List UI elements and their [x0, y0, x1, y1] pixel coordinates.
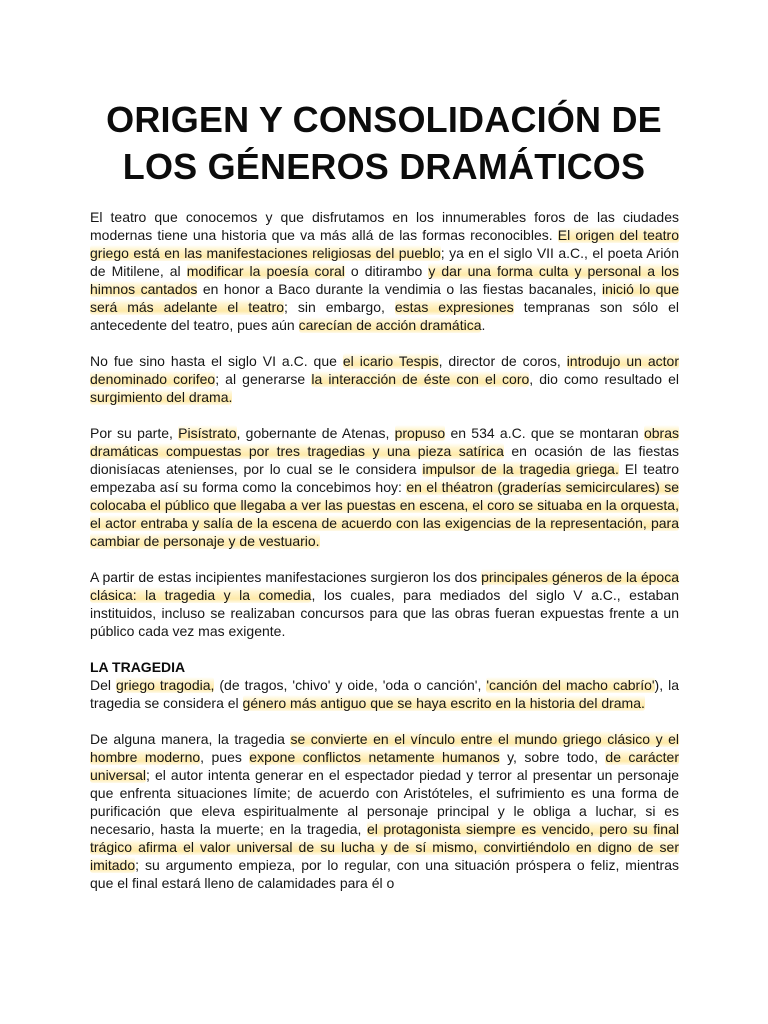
intro-section	[90, 208, 679, 640]
body-text: (de tragos, 'chivo' y oide, 'oda o canción',	[214, 677, 487, 693]
highlighted-text: impulsor de la tragedia griega.	[422, 461, 619, 477]
body-text: ; su argumento empieza, por lo regular, con una situación próspera o feliz, mientras que el final estará lleno de calamidades para él o	[90, 857, 679, 891]
body-text: El teatro empezaba así su forma como la concebimos hoy:	[90, 461, 679, 495]
highlighted-text: griego tragodia,	[116, 677, 215, 693]
highlighted-text: estas expresiones	[394, 299, 514, 315]
tragedia-paragraph-2	[90, 730, 679, 892]
highlighted-text: el icario Tespis	[342, 353, 439, 369]
highlighted-text: en el théatron (graderías semicirculares) se colocaba el público que llegaba a ver las puestas en escena, el coro se situaba en la orquesta, el actor entraba y salía de la escena de acuerdo con las exigencias de la representación, para cambiar de personaje y de vestuario.	[90, 479, 679, 549]
highlighted-text: modificar la poesía coral	[186, 263, 345, 279]
highlighted-text: obras dramáticas compuestas por tres tragedias y una pieza satírica	[90, 425, 679, 459]
body-text: Por su parte,	[90, 425, 179, 441]
body-text: El teatro que conocemos y que disfrutamos en los innumerables foros de las ciudades modernas tiene una historia que va más allá de las formas reconocibles.	[90, 209, 679, 243]
body-text: ; sin embargo,	[284, 299, 395, 315]
document-body	[90, 208, 679, 892]
highlighted-text: el protagonista siempre es vencido, pero su final trágico afirma el valor universal de su lucha y de sí mismo, convirtiéndolo en digno de ser imitado	[90, 821, 679, 873]
body-text: ; el autor intenta generar en el espectador piedad y terror al presentar un personaje que enfrenta situaciones límite; de acuerdo con Aristóteles, el sufrimiento es una forma de purificación que eleva espiritualmente al personaje principal y le obliga a luchar, si es necesario, hasta la muerte; en la tragedia,	[90, 767, 679, 837]
title-line-2: LOS GÉNEROS DRAMÁTICOS	[122, 146, 646, 187]
highlighted-text: El origen del teatro griego está en las manifestaciones religiosas del pueblo	[90, 227, 679, 261]
paragraph-1	[90, 208, 679, 334]
document-title	[60, 96, 708, 190]
body-text: , dio como resultado el	[529, 371, 679, 387]
body-text: De alguna manera, la tragedia	[90, 731, 291, 747]
highlighted-text: se convierte en el vínculo entre el mundo griego clásico y el hombre moderno	[90, 731, 679, 765]
body-text: ), la tragedia se considera el	[90, 677, 679, 711]
body-text: Del	[90, 677, 116, 693]
highlighted-text: propuso	[394, 425, 446, 441]
body-text: ; al generarse	[215, 371, 312, 387]
tragedia-section	[90, 676, 679, 892]
tragedia-paragraph-1	[90, 676, 679, 712]
body-text: en 534 a.C. que se montaran	[445, 425, 644, 441]
body-text: .	[481, 317, 486, 333]
highlighted-text: surgimiento del drama.	[90, 389, 233, 405]
highlighted-text: género más antiguo que se haya escrito en la historia del drama.	[242, 695, 645, 711]
highlighted-text: introdujo un actor denominado corifeo	[90, 353, 680, 387]
body-text: , pues	[200, 749, 250, 765]
highlighted-text: expone conflictos netamente humanos	[249, 749, 500, 765]
body-text: , los cuales, para mediados del siglo V a.C., estaban instituidos, incluso se realizaban concursos para que las obras fueran expuestas frente a un público cada vez mas exigente.	[90, 587, 679, 639]
highlighted-text: carecían de acción dramática	[298, 317, 482, 333]
body-text: tempranas son sólo el antecedente del teatro, pues aún	[90, 299, 679, 333]
body-text: o ditirambo	[344, 263, 429, 279]
highlighted-text: 'canción del macho cabrío'	[486, 677, 655, 693]
body-text: A partir de estas incipientes manifestaciones surgieron los dos	[90, 569, 482, 585]
body-text: , director de coros,	[438, 353, 567, 369]
section-heading: LA TRAGEDIA	[90, 659, 186, 675]
body-text: en ocasión de las fiestas dionisíacas atenienses, por lo cual se le considera	[90, 443, 679, 477]
highlighted-text: Pisístrato	[178, 425, 237, 441]
highlighted-text: inició lo que será más adelante el teatro	[90, 281, 679, 315]
paragraph-3	[90, 424, 679, 550]
highlighted-text: principales géneros de la época clásica: la tragedia y la comedia	[90, 569, 679, 603]
body-text: y, sobre todo,	[499, 749, 606, 765]
body-text: , gobernante de Atenas,	[236, 425, 395, 441]
body-text: en honor a Baco durante la vendimia o las fiestas bacanales,	[197, 281, 602, 297]
highlighted-text: y dar una forma culta y personal a los himnos cantados	[90, 263, 679, 297]
paragraph-2	[90, 352, 679, 406]
body-text: ; ya en el siglo VII a.C., el poeta Arión de Mitilene, al	[90, 245, 680, 279]
highlighted-text: la interacción de éste con el coro	[311, 371, 530, 387]
highlighted-text: de carácter universal	[90, 749, 679, 783]
title-line-1: ORIGEN Y CONSOLIDACIÓN DE	[106, 99, 662, 140]
paragraph-4	[90, 568, 679, 640]
body-text: No fue sino hasta el siglo VI a.C. que	[90, 353, 343, 369]
